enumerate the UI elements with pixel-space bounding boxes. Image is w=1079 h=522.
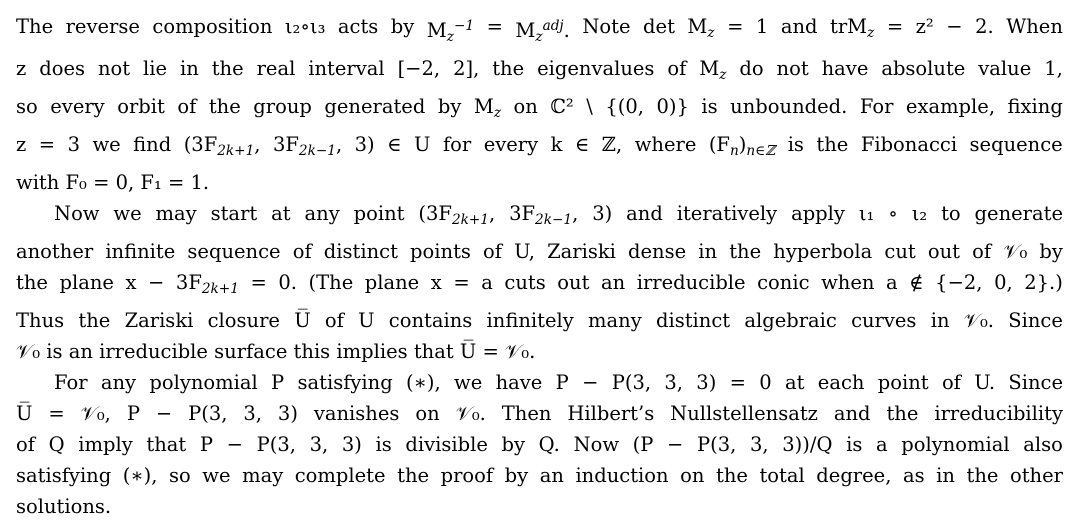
paragraph-2	[16, 198, 1063, 367]
word: have	[821, 56, 869, 80]
word: where	[634, 133, 697, 157]
word: proof	[440, 464, 494, 488]
word: points	[410, 240, 471, 264]
word: 0.	[278, 271, 297, 295]
word: the	[211, 56, 244, 80]
word: Then	[501, 402, 552, 426]
word: [−2,	[397, 56, 441, 80]
word: polynomial	[149, 371, 258, 395]
word: ℂ²	[550, 95, 574, 118]
word: the	[78, 309, 111, 333]
word: the	[816, 133, 849, 157]
word: the	[886, 402, 919, 426]
word: curves	[851, 309, 917, 333]
word: we	[92, 133, 121, 157]
word: start	[210, 202, 258, 226]
word: of	[177, 95, 197, 118]
word: does	[39, 56, 85, 80]
text-line	[16, 129, 1063, 167]
word: satisfying	[297, 371, 393, 395]
word: each	[817, 371, 865, 395]
word: and	[626, 202, 663, 226]
word: of	[972, 240, 992, 264]
word: Q	[48, 433, 65, 457]
word: Now	[573, 433, 620, 457]
word: 0,	[994, 271, 1013, 295]
word: out	[557, 271, 590, 295]
word: U̅	[16, 402, 33, 426]
word: plane	[364, 271, 420, 295]
text-line	[16, 367, 1063, 398]
word: −	[155, 402, 173, 426]
word: at	[271, 202, 291, 226]
word: P	[126, 402, 140, 426]
paragraph-1	[16, 11, 1063, 198]
word: $3F_{2k+1}$	[175, 271, 239, 298]
word: hyperbola	[773, 240, 873, 264]
word: −	[226, 433, 243, 457]
word: 3,	[309, 433, 329, 457]
word: by	[504, 464, 529, 488]
word: ι₁	[858, 202, 875, 226]
word: contains	[388, 309, 473, 333]
word: =	[38, 133, 56, 157]
word: in	[936, 464, 955, 488]
word: Fibonacci	[860, 133, 958, 157]
word: 1	[755, 15, 769, 38]
word: 3)	[277, 402, 298, 426]
text-line	[16, 429, 1063, 460]
word: may	[242, 464, 284, 488]
word: ($3F_{2k+1}$,	[183, 133, 261, 160]
word: we	[202, 464, 231, 488]
word: {−2,	[935, 271, 983, 295]
text-line	[16, 236, 1063, 267]
word: the	[729, 240, 762, 264]
word: value	[978, 56, 1032, 80]
word: iteratively	[676, 202, 778, 226]
word: may	[155, 202, 197, 226]
word: 3,	[243, 402, 262, 426]
text-line: solutions.	[16, 495, 112, 519]
word: z	[16, 133, 27, 157]
word: −	[148, 271, 165, 295]
word: interval	[308, 56, 385, 80]
word: the	[966, 464, 999, 488]
word: irreducibility	[934, 402, 1063, 426]
word: {(0,	[605, 95, 644, 118]
text-line	[16, 11, 1063, 53]
word: Now	[54, 202, 100, 226]
word: Note	[582, 15, 631, 38]
text-line	[16, 398, 1063, 429]
word: When	[1006, 15, 1063, 38]
word: 1,	[1044, 56, 1063, 80]
word: =	[48, 402, 65, 426]
word: U	[414, 133, 431, 157]
word: 3)	[354, 133, 375, 157]
word: irreducible	[636, 271, 746, 295]
word: and	[833, 402, 871, 426]
word: degree,	[816, 464, 892, 488]
word: is	[701, 95, 718, 118]
word: the	[16, 271, 48, 295]
word: distinct	[323, 240, 398, 264]
word: P	[555, 371, 569, 395]
word: of	[292, 240, 312, 264]
text-line	[16, 460, 1063, 491]
word: real	[256, 56, 296, 80]
word: of	[667, 56, 687, 80]
word: in	[698, 240, 718, 264]
word: $(F_n)_{n\in ℤ}$	[708, 133, 776, 160]
word: 𝒱₀.	[455, 402, 486, 426]
word: 3,	[750, 433, 769, 457]
word: by	[501, 433, 526, 457]
word: as	[902, 464, 925, 488]
word: ∈	[574, 133, 590, 157]
word: and	[780, 15, 818, 38]
word: a	[885, 271, 898, 295]
word: $M_z$	[687, 15, 715, 42]
word: $M_z^{adj}$.	[515, 18, 570, 45]
word: ∘	[888, 202, 898, 226]
word: for	[442, 133, 472, 157]
word: on	[680, 464, 705, 488]
word: $M_z$	[699, 56, 727, 83]
word: generate	[974, 202, 1063, 226]
word: The	[16, 15, 54, 38]
word: in	[930, 309, 950, 333]
word: at	[785, 371, 805, 395]
word: reverse	[65, 15, 140, 38]
text-line	[16, 91, 1063, 129]
word: eigenvalues	[537, 56, 655, 80]
word: is	[846, 433, 863, 457]
word: Thus	[16, 309, 65, 333]
word: ∈	[387, 133, 402, 157]
word: infinite	[105, 240, 176, 264]
word: 3)	[696, 371, 717, 395]
word: on	[513, 95, 538, 118]
word: ι₂∘ι₃	[284, 15, 326, 38]
word: P	[199, 433, 213, 457]
word: polynomial	[901, 433, 1010, 457]
word: so	[16, 95, 38, 118]
word: 3)	[592, 202, 613, 226]
word: algebraic	[744, 309, 837, 333]
word: by	[1039, 240, 1063, 264]
word: by	[390, 15, 415, 38]
word: not	[776, 56, 809, 80]
word: apply	[791, 202, 845, 226]
text-line	[16, 267, 1063, 305]
word: sequence	[187, 240, 281, 264]
word: so	[169, 464, 191, 488]
word: P(3,	[256, 433, 296, 457]
word: P(3,	[697, 433, 737, 457]
word: 𝒱₀.	[963, 309, 995, 333]
word: on	[415, 402, 440, 426]
word: satisfying	[16, 464, 112, 488]
word: For	[54, 371, 88, 395]
word: ℤ,	[601, 133, 623, 157]
word: 3)	[341, 433, 362, 457]
word: z	[16, 56, 27, 80]
word: x	[430, 271, 442, 295]
word: divisible	[405, 433, 488, 457]
word: generated	[324, 95, 426, 118]
word: an	[600, 271, 626, 295]
text-line: with F₀ = 0, F₁ = 1.	[16, 171, 210, 195]
word: (The	[308, 271, 354, 295]
word: every	[50, 95, 105, 118]
word: we	[454, 371, 483, 395]
word: orbit	[117, 95, 165, 118]
word: 3))/Q	[782, 433, 833, 457]
word: imply	[78, 433, 133, 457]
word: cut	[884, 240, 916, 264]
word: z²	[915, 15, 934, 38]
text-line	[16, 305, 1063, 336]
word: =	[729, 371, 746, 395]
word: $M_z$	[473, 95, 502, 122]
word: ι₂	[911, 202, 928, 226]
word: the	[715, 464, 748, 488]
word: complete	[294, 464, 386, 488]
word: Zariski	[124, 309, 194, 333]
word: (P	[632, 433, 654, 457]
word: U	[358, 309, 375, 333]
word: the	[397, 464, 430, 488]
word: we	[113, 202, 142, 226]
word: For	[859, 95, 894, 118]
word: of	[483, 240, 503, 264]
word: $3F_{2k-1}$,	[272, 133, 343, 160]
word: k	[550, 133, 563, 157]
word: Hilbert’s	[567, 402, 655, 426]
text-line	[16, 198, 1063, 236]
word: 2}.)	[1024, 271, 1063, 295]
word: composition	[152, 15, 273, 38]
word: x	[125, 271, 137, 295]
word: 2],	[453, 56, 480, 80]
word: not	[97, 56, 131, 80]
word: have	[495, 371, 543, 395]
text-line: 𝒱₀ is an irreducible surface this implies that U̅ = 𝒱₀.	[16, 340, 536, 364]
word: =	[486, 15, 503, 38]
word: other	[1009, 464, 1063, 488]
word: distinct	[655, 309, 731, 333]
word: example,	[905, 95, 996, 118]
word: (∗),	[406, 371, 441, 395]
word: 2.	[975, 15, 994, 38]
word: of	[16, 433, 35, 457]
word: another	[16, 240, 94, 264]
word: of	[324, 309, 344, 333]
word: the	[208, 95, 241, 118]
word: −	[946, 15, 963, 38]
word: any	[100, 371, 137, 395]
word: Since	[1008, 371, 1063, 395]
word: the	[492, 56, 525, 80]
word: ∉	[909, 271, 924, 295]
word: =	[727, 15, 744, 38]
word: point	[877, 371, 929, 395]
word: 𝒱₀	[1003, 240, 1028, 264]
paragraph-3	[16, 367, 1063, 522]
word: every	[483, 133, 539, 157]
word: that	[146, 433, 187, 457]
word: Since	[1008, 309, 1063, 333]
word: a	[875, 433, 888, 457]
word: any	[304, 202, 340, 226]
word: closure	[207, 309, 280, 333]
word: dense	[628, 240, 687, 264]
word: find	[133, 133, 172, 157]
word: (∗),	[122, 464, 158, 488]
word: \	[586, 95, 593, 118]
word: fixing	[1007, 95, 1063, 118]
word: vanishes	[313, 402, 400, 426]
word: =	[250, 271, 267, 295]
word: point	[353, 202, 405, 226]
word: conic	[757, 271, 810, 295]
word: Zariski	[547, 240, 616, 264]
word: do	[739, 56, 764, 80]
word: =	[886, 15, 904, 38]
word: U,	[514, 240, 535, 264]
word: out	[927, 240, 961, 264]
word: when	[821, 271, 875, 295]
word: 3	[67, 133, 80, 157]
word: trM$_z$	[830, 15, 875, 42]
word: U̅	[294, 309, 311, 333]
word: infinitely	[486, 309, 574, 333]
word: many	[588, 309, 642, 333]
word: 0	[759, 371, 772, 395]
word: total	[759, 464, 805, 488]
word: −	[667, 433, 684, 457]
word: $M_z^{-1}$	[426, 18, 475, 45]
word: P	[271, 371, 285, 395]
word: Q.	[538, 433, 560, 457]
word: acts	[337, 15, 379, 38]
word: to	[941, 202, 961, 226]
word: is	[375, 433, 392, 457]
word: det	[643, 15, 675, 38]
word: lie	[143, 56, 168, 80]
word: P(3,	[188, 402, 228, 426]
word: induction	[575, 464, 669, 488]
word: sequence	[969, 133, 1063, 157]
word: an	[539, 464, 564, 488]
word: 0)}	[656, 95, 689, 118]
word: P(3,	[611, 371, 652, 395]
word: cuts	[504, 271, 546, 295]
word: of	[941, 371, 961, 395]
word: 3,	[664, 371, 683, 395]
word: =	[453, 271, 470, 295]
word: 𝒱₀,	[80, 402, 111, 426]
word: group	[253, 95, 312, 118]
word: ($3F_{2k+1}$,	[418, 202, 496, 229]
text-line	[16, 53, 1063, 91]
word: is	[787, 133, 804, 157]
word: plane	[59, 271, 114, 295]
word: also	[1023, 433, 1063, 457]
word: in	[179, 56, 199, 80]
word: U.	[974, 371, 996, 395]
word: Nullstellensatz	[670, 402, 818, 426]
word: unbounded.	[730, 95, 848, 118]
word: by	[437, 95, 462, 118]
word: $3F_{2k-1}$,	[509, 202, 579, 229]
word: −	[582, 371, 599, 395]
word: absolute	[881, 56, 966, 80]
word: a	[481, 271, 493, 295]
